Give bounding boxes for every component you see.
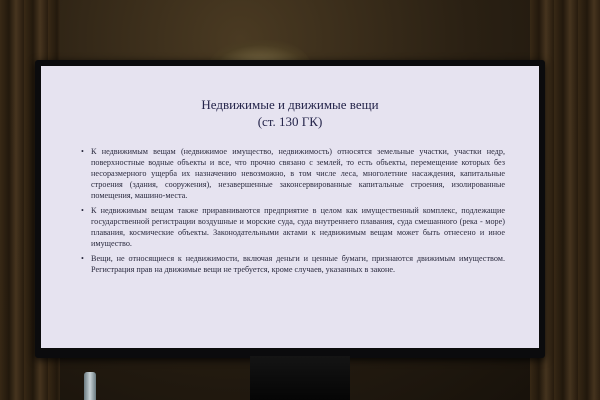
slide-title-line-1: Недвижимые и движимые вещи (201, 97, 379, 112)
bullet-list (81, 146, 505, 279)
bullet-item: • К недвижимым вещам (недвижимое имущество, недвижимость) относятся земельные участки, участки недр, поверхностные водные объекты и все, что прочно связано с землей, то есть объекты, перемещение которых без несоразмерного ущерба их назначению невозможно, в том числе леса, многолетние насаждения, капитальные строения (здания, сооружения), незавершенные законсервированные капитальные строения, изолированные помещения, машино-места. (81, 146, 505, 201)
slide (41, 66, 539, 348)
bullet-item: • К недвижимым вещам также приравниваются предприятие в целом как имущественный комплекс, подлежащие государственной регистрации воздушные и морские суда, суда внутреннего плавания, суда смешанного (река - море) плавания, космические объекты. Законодательными актами к недвижимым вещам может быть отнесено и иное имущество. (81, 205, 505, 249)
bullet-item: • Вещи, не относящиеся к недвижимости, включая деньги и ценные бумаги, признаются движимым имуществом. Регистрация прав на движимые вещи не требуется, кроме случаев, указанных в законе. (81, 253, 505, 275)
tv-stand (250, 356, 350, 400)
slide-title-line-2: (ст. 130 ГК) (257, 114, 323, 129)
tv-screen-frame (35, 60, 545, 358)
water-bottle (84, 372, 96, 400)
slide-title (41, 96, 539, 130)
